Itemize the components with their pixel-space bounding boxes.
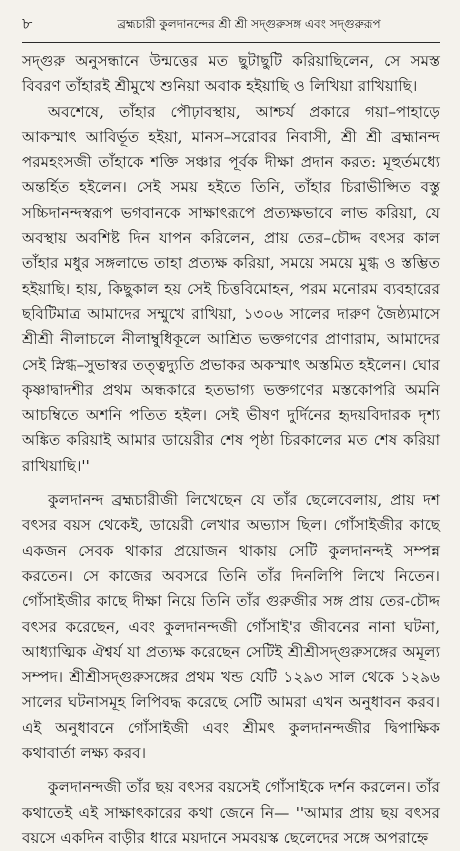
page-number: ৮ [22,14,33,33]
page-header [22,12,440,43]
running-title: ব্রহ্মচারী কুলদানন্দের শ্রী শ্রী সদ্গুরুসঙ্গ এবং সদ্গুরুরূপ [117,17,381,31]
paragraph-3: কুলদানন্দ ব্রহ্মচারীজী লিখেছেন যে তাঁর ছেলেবেলায়, প্রায় দশ বৎসর বয়স থেকেই, ডায়েরী লেখার অভ্যাস ছিল। গোঁসাইজীর কাছে একজন সেবক থাকার প্রয়োজন থাকায় সেটি কুলদানন্দই সম্পন্ন করতেন। সে কাজের অবসরে তিনি তাঁর দিনলিপি লিখে নিতেন। গোঁসাইজীর কাছে দীক্ষা নিয়ে তিনি তাঁর গুরুজীর সঙ্গ প্রায় তের-চৌদ্দ বৎসর করেছেন, এবং কুলদানন্দজী গোঁসাই'র জীবনের নানা ঘটনা, আধ্যাত্মিক ঐশ্বর্য যা প্রত্যক্ষ করেছেন সেটিই শ্রীশ্রীসদ্গুরুসঙ্গের অমূল্য সম্পদ। শ্রীশ্রীসদ্গুরুসঙ্গের প্রথম খন্ড যেটি ১২৯৩ সাল থেকে ১২৯৬ সালের ঘটনাসমূহ লিপিবদ্ধ করেছে সেটি আমরা এখন অনুধাবন করব। এই অনুধাবনে গোঁসাইজী এবং শ্রীমৎ কুলদানন্দজীর দ্বিপাক্ষিক কথাবার্তা লক্ষ্য করব। [22,491,440,763]
paragraph-2: অবশেষে, তাঁহার পৌঢ়াবস্থায়, আশ্চর্য প্রকারে গয়া–পাহাড়ে আকস্মাৎ আবির্ভূত হইয়া, মানস–সরোবর নিবাসী, শ্রী শ্রী ব্রহ্মানন্দ পরমহংসজী তাঁহাকে শক্তি সঞ্চার পূর্বক দীক্ষা প্রদান করত: মূহুর্তমধ্যে অন্তর্হিত হইলেন। সেই সময় হইতে তিনি, তাঁহার চিরাভীপ্সিত বস্তু সচ্চিদানন্দস্বরূপ ভগবানকে সাক্ষাৎরূপে প্রত্যক্ষভাবে লাভ করিয়া, যে অবস্থায় অবশিষ্ট দিন যাপন করিলেন, প্রায় তের–চৌদ্দ বৎসর কাল তাঁহার মধুর সঙ্গলাভে তাহা প্রত্যক্ষ করিয়া, সময়ে সময়ে মুগ্ধ ও স্তম্ভিত হইয়াছি। হায়, কিছুকাল হয় সেই চিত্তবিমোহন, পরম মনোরম ব্যবহারের ছবিটিমাত্র আমাদের সম্মুখে রাখিয়া, ১৩০৬ সালের দারুণ জৈষ্ঠ্যমাসে শ্রীশ্রী নীলাচলে নীলাম্বুধিকূলে আশ্রিত ভক্তগণের প্রাণারাম, আমাদের সেই স্নিগ্ধ–সুভাস্বর তত্ত্বদ্যুতি প্রভাকর অকস্মাৎ অস্তমিত হইলেন। ঘোর কৃষ্ণাদ্বাদশীর প্রথম অন্ধকারে হতভাগ্য ভক্তগণের মস্তকোপরি অমনি আচম্বিতে অশনি পতিত হইল। সেই ভীষণ দুর্দিনের হৃদয়বিদারক দৃশ্য অঙ্কিত করিয়াই আমার ডায়েরীর শেষ পৃষ্ঠা চিরকালের মত শেষ করিয়া রাখিয়াছি।'' [22,102,440,475]
paragraph-1: সদ্গুরু অনুসন্ধানে উন্মত্তের মত ছুটাছুটি করিয়াছিলেন, সে সমস্ত বিবরণ তাঁহারই শ্রীমুখে শুনিয়া অবাক হইয়াছি ও লিখিয়া রাখিয়াছি। [22,52,440,96]
paragraph-4: কুলদানন্দজী তাঁর ছয় বৎসর বয়সেই গোঁসাইকে দর্শন করলেন। তাঁর কথাতেই এই সাক্ষাৎকারের কথা জেনে নি— ''আমার প্রায় ছয় বৎসর বয়সে একদিন বাড়ীর ধারে ময়দানে সমবয়স্ক ছেলেদের সঙ্গে অপরাহ্নে [22,778,440,847]
page-body [22,49,440,851]
